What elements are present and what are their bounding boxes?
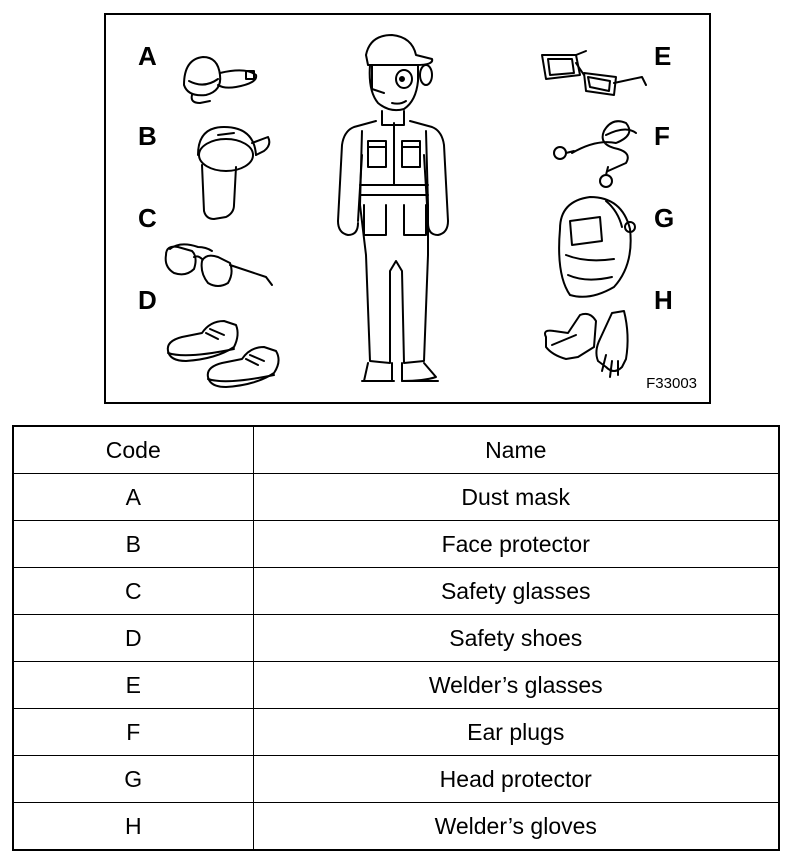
cell-code: B xyxy=(13,521,253,568)
cell-name: Safety shoes xyxy=(253,615,779,662)
table-row xyxy=(13,662,779,709)
figure-code: F33003 xyxy=(646,375,697,392)
cell-code: F xyxy=(13,709,253,756)
table-row xyxy=(13,521,779,568)
cell-name: Safety glasses xyxy=(253,568,779,615)
welders-glasses-icon xyxy=(542,51,646,95)
ear-plugs-icon xyxy=(554,121,636,187)
table-header-row xyxy=(13,426,779,474)
cell-code: H xyxy=(13,803,253,851)
cell-code: D xyxy=(13,615,253,662)
cell-code: C xyxy=(13,568,253,615)
cell-name: Welder’s gloves xyxy=(253,803,779,851)
figure-label-g: G xyxy=(654,203,675,233)
table-row xyxy=(13,756,779,803)
ppe-drawing xyxy=(106,15,709,402)
table-row xyxy=(13,803,779,851)
figure-label-a: A xyxy=(138,41,157,71)
cell-name: Face protector xyxy=(253,521,779,568)
cell-name: Head protector xyxy=(253,756,779,803)
table-row xyxy=(13,474,779,521)
safety-shoes-icon xyxy=(168,321,279,387)
dust-mask-icon xyxy=(184,57,256,103)
figure-label-e: E xyxy=(654,41,672,71)
figure-label-b: B xyxy=(138,121,157,151)
figure-label-f: F xyxy=(654,121,670,151)
table-row xyxy=(13,615,779,662)
table-row xyxy=(13,709,779,756)
welders-gloves-icon xyxy=(545,311,628,377)
table-row xyxy=(13,568,779,615)
ppe-table xyxy=(12,425,780,851)
head-protector-icon xyxy=(559,197,635,297)
cell-code: G xyxy=(13,756,253,803)
ppe-illustration xyxy=(104,13,711,404)
figure-label-c: C xyxy=(138,203,157,233)
cell-code: A xyxy=(13,474,253,521)
safety-glasses-icon xyxy=(166,244,272,286)
column-header-code: Code xyxy=(13,426,253,474)
figure-label-h: H xyxy=(654,285,673,315)
cell-name: Dust mask xyxy=(253,474,779,521)
worker-in-coveralls-icon xyxy=(338,35,448,381)
column-header-name: Name xyxy=(253,426,779,474)
cell-name: Ear plugs xyxy=(253,709,779,756)
cell-name: Welder’s glasses xyxy=(253,662,779,709)
face-protector-icon xyxy=(198,127,269,219)
figure-label-d: D xyxy=(138,285,157,315)
cell-code: E xyxy=(13,662,253,709)
